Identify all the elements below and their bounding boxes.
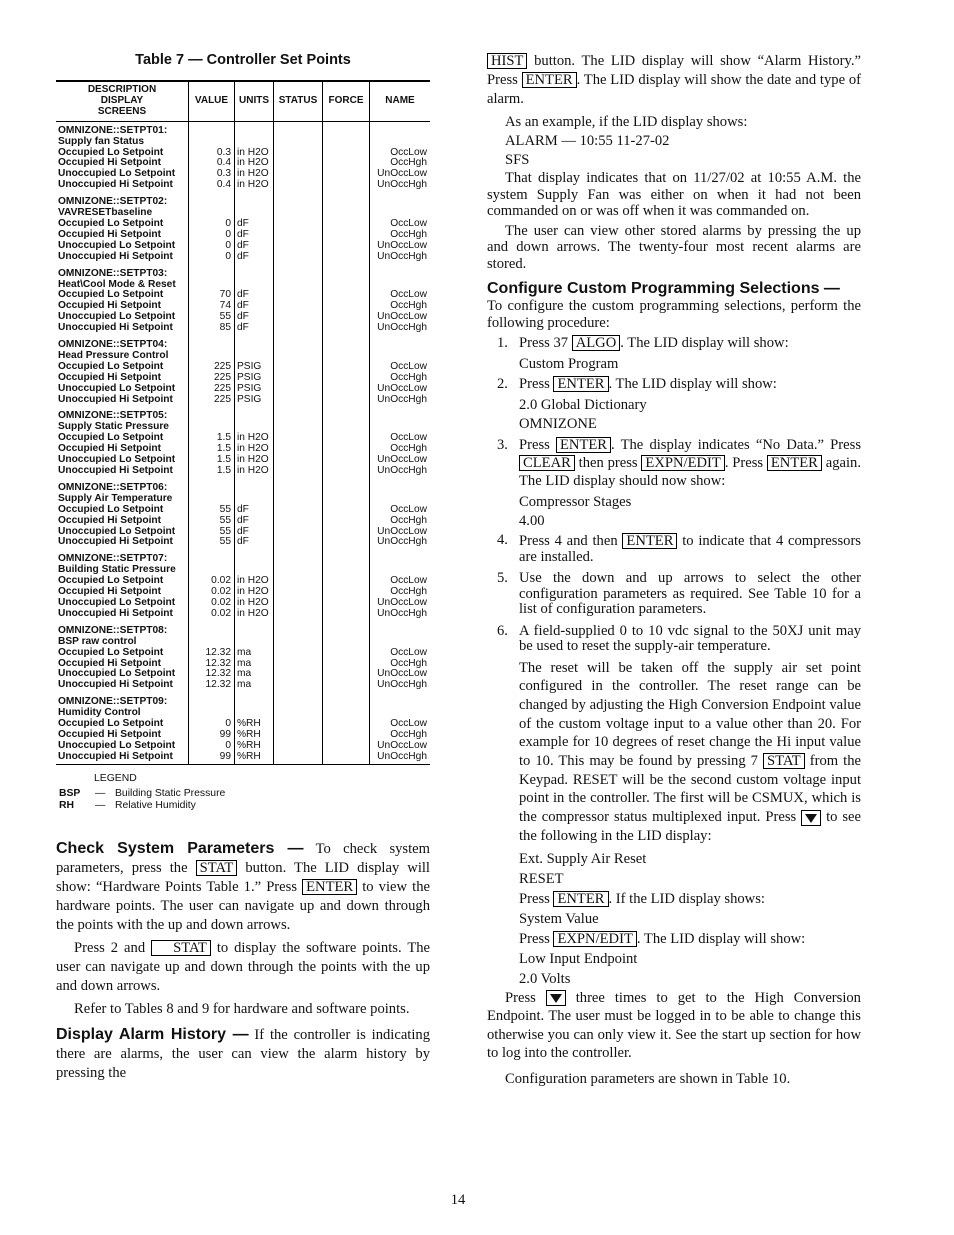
stat-key: STAT (196, 860, 238, 876)
step-2: 2. Press ENTER . The LID display will show: 2.0 Global Dictionary OMNIZONE (487, 376, 861, 434)
check-system-heading: Check System Parameters — (56, 840, 304, 858)
right-column (487, 52, 861, 1089)
enter-key: ENTER (302, 879, 357, 895)
legend-item: RH — Relative Humidity (59, 799, 196, 811)
force-cell (323, 477, 370, 548)
units-cell: in H2O in H2O in H2O in H2O (235, 405, 274, 476)
value-cell: 55 55 55 55 (189, 477, 235, 548)
final-paragraph: Configuration parameters are shown in Table 10. (505, 1070, 791, 1087)
check-system-section (56, 839, 430, 1019)
name-cell: OccLow OccHgh UnOccLow UnOccHgh (370, 691, 431, 764)
force-cell (323, 263, 370, 334)
hist-key: HIST (487, 53, 527, 69)
lid-display: 2.0 Volts (519, 970, 571, 987)
description-cell: OMNIZONE::SETPT07: Building Static Pressure Occupied Lo Setpoint Occupied Hi Setpoint Unoccupied Lo Setpoint Unoccupied Hi Setpoint (58, 553, 176, 619)
table-row (56, 620, 430, 691)
legend (56, 773, 430, 812)
description-cell: OMNIZONE::SETPT01: Supply fan Status Occupied Lo Setpoint Occupied Hi Setpoint Unoccupied Lo Setpoint Unoccupied Hi Setpoint (58, 124, 176, 191)
lid-display: Ext. Supply Air Reset (519, 850, 647, 867)
units-cell: %RH %RH %RH %RH (235, 691, 274, 764)
table-row (56, 191, 430, 262)
display-alarm-continued: HIST button. The LID display will show “Alarm History.” Press ENTER . The LID display will show the date and type of alarm. (487, 53, 861, 107)
force-cell (323, 405, 370, 476)
force-cell (323, 691, 370, 764)
enter-key: ENTER (767, 455, 822, 471)
down-arrow-key-icon (546, 990, 566, 1006)
units-cell: dF dF dF dF (235, 477, 274, 548)
press-enter-line: Press ENTER . If the LID display shows: (519, 890, 765, 907)
value-cell: 12.32 12.32 12.32 12.32 (189, 620, 235, 691)
name-cell: OccLow OccHgh UnOccLow UnOccHgh (370, 263, 431, 334)
lid-display: Compressor Stages (519, 494, 632, 510)
units-cell: in H2O in H2O in H2O in H2O (235, 121, 274, 191)
value-cell: 70 74 55 85 (189, 263, 235, 334)
lid-display: RESET (519, 870, 564, 887)
alarm-example-intro: As an example, if the LID display shows: (505, 114, 748, 130)
force-cell (323, 121, 370, 191)
name-cell: OccLow OccHgh UnOccLow UnOccHgh (370, 334, 431, 405)
step-3: 3. Press ENTER . The display indicates “No Data.” Press CLEAR then press EXPN/EDIT . Press ENTER again. The LID display should now show: Compressor Stages 4.00 (497, 437, 861, 529)
value-cell: 225 225 225 225 (189, 334, 235, 405)
header-value: VALUE (189, 81, 235, 121)
down-arrow-key-icon (801, 810, 821, 826)
display-alarm-para-1: Display Alarm History — If the controller is indicating there are alarms, the user can view the alarm history by pressing the (56, 1026, 431, 1082)
status-cell (274, 263, 323, 334)
expn-edit-key: EXPN/EDIT (641, 455, 724, 471)
description-cell: OMNIZONE::SETPT08: BSP raw control Occupied Lo Setpoint Occupied Hi Setpoint Unoccupied Lo Setpoint Unoccupied Hi Setpoint (58, 624, 176, 691)
status-cell (274, 334, 323, 405)
name-cell: OccLow OccHgh UnOccLow UnOccHgh (370, 121, 431, 191)
value-cell: 0 99 0 99 (189, 691, 235, 764)
header-units: UNITS (235, 81, 274, 121)
header-status: STATUS (274, 81, 323, 121)
status-cell (274, 548, 323, 619)
name-cell: OccLow OccHgh UnOccLow UnOccHgh (370, 548, 431, 619)
reset-explanation: The reset will be taken off the supply air set point configured in the controller. The reset range can be changed by adjusting the High Conversion Endpoint value of the custom voltage input to a value other than 20. For example for 10 degrees of reset change the Hi input value to 10. This may be found by pressing 7 STAT from the Keypad. RESET will be the second custom voltage input point in the controller. The first will be CSMUX, which is the compressor status multiplexed input. Press to see the following in the LID display: (519, 659, 861, 844)
press-expn-line: Press EXPN/EDIT . The LID display will show: (519, 930, 806, 947)
force-cell (323, 334, 370, 405)
description-cell: OMNIZONE::SETPT04: Head Pressure Control Occupied Lo Setpoint Occupied Hi Setpoint Unoccupied Lo Setpoint Unoccupied Hi Setpoint (58, 339, 176, 405)
stat-key: STAT (151, 940, 211, 956)
description-cell: OMNIZONE::SETPT05: Supply Static Pressure Occupied Lo Setpoint Occupied Hi Setpoint Unoccupied Lo Setpoint Unoccupied Hi Setpoint (58, 410, 176, 476)
after-steps-paragraph: Press three times to get to the High Conversion Endpoint. The user must be logged in to be able to change this otherwise you can only view it. See the start up section for how to log into the controller. (487, 989, 861, 1062)
enter-key: ENTER (556, 437, 611, 453)
units-cell: ma ma ma ma (235, 620, 274, 691)
name-cell: OccLow OccHgh UnOccLow UnOccHgh (370, 477, 431, 548)
setpoints-table (56, 80, 430, 765)
name-cell: OccLow OccHgh UnOccLow UnOccHgh (370, 191, 431, 262)
name-cell: OccLow OccHgh UnOccLow UnOccHgh (370, 405, 431, 476)
table-row (56, 334, 430, 405)
table-row (56, 121, 430, 191)
units-cell: PSIG PSIG PSIG PSIG (235, 334, 274, 405)
header-description: DESCRIPTION DISPLAY SCREENS (56, 81, 189, 121)
table-row (56, 691, 430, 764)
configure-steps (487, 335, 861, 989)
force-cell (323, 548, 370, 619)
alarm-explanation: That display indicates that on 11/27/02 at 10:55 A.M. the system Supply Fan was either on when it had not been commanded on or was off when it was commanded on. (487, 170, 861, 219)
status-cell (274, 620, 323, 691)
display-alarm-heading: Display Alarm History — (56, 1026, 249, 1044)
lid-display: OMNIZONE (519, 416, 597, 432)
table-title: Table 7 — Controller Set Points (135, 52, 351, 68)
step-4: 4. Press 4 and then ENTER to indicate that 4 compressors are installed. (497, 532, 861, 565)
status-cell (274, 477, 323, 548)
display-alarm-section (56, 1025, 430, 1083)
step-1: 1. Press 37 ALGO . The LID display will show: Custom Program (487, 335, 861, 374)
value-cell: 0.3 0.4 0.3 0.4 (189, 121, 235, 191)
step-5: 5. Use the down and up arrows to select the other configuration parameters as required. See Table 10 for a list of configuration parameters. (497, 570, 861, 617)
step-6: 6. A field-supplied 0 to 10 vdc signal to the 50XJ unit may be used to reset the supply-air temperature. The reset will be taken off the supply air set point configured in the controller. The reset range can be changed by adjusting the High Conversion Endpoint value of the custom voltage input to a value other than 20. For example for 10 degrees of reset change the Hi input value to 10. This may be found by pressing 7 STAT from the Keypad. RESET will be the second custom voltage input point in the controller. The first will be CSMUX, which is the compressor status multiplexed input. Press to see the following in the LID display: Ext. Supply Air Reset RESET Press ENTER . If the LID display shows: System Value Press EXPN/EDIT . The LID display will show: Low Input Endpoint 2.0 Volts (497, 622, 861, 987)
expn-edit-key: EXPN/EDIT (553, 931, 636, 947)
status-cell (274, 691, 323, 764)
stat-key: STAT (763, 753, 805, 769)
value-cell: 1.5 1.5 1.5 1.5 (189, 405, 235, 476)
description-cell: OMNIZONE::SETPT09: Humidity Control Occupied Lo Setpoint Occupied Hi Setpoint Unoccupied Lo Setpoint Unoccupied Hi Setpoint (56, 691, 189, 764)
status-cell (274, 405, 323, 476)
enter-key: ENTER (522, 72, 577, 88)
force-cell (323, 191, 370, 262)
lid-display: Custom Program (519, 356, 619, 372)
units-cell: dF dF dF dF (235, 191, 274, 262)
configure-intro: To configure the custom programming selections, perform the following procedure: (487, 298, 861, 331)
left-column (56, 52, 430, 1083)
alarm-example-line-1: ALARM — 10:55 11-27-02 (505, 133, 670, 149)
lid-display: 2.0 Global Dictionary (519, 397, 647, 413)
value-cell: 0.02 0.02 0.02 0.02 (189, 548, 235, 619)
name-cell: OccLow OccHgh UnOccLow UnOccHgh (370, 620, 431, 691)
enter-key: ENTER (553, 376, 608, 392)
status-cell (274, 191, 323, 262)
configure-heading: Configure Custom Programming Selections — (487, 280, 840, 297)
table-row (56, 263, 430, 334)
enter-key: ENTER (553, 891, 608, 907)
lid-display: 4.00 (519, 513, 545, 529)
legend-item: BSP — Building Static Pressure (59, 788, 226, 800)
lid-display: Low Input Endpoint (519, 950, 638, 967)
alarm-example-line-2: SFS (505, 152, 530, 168)
algo-key: ALGO (572, 335, 621, 351)
force-cell (323, 620, 370, 691)
header-name: NAME (370, 81, 431, 121)
units-cell: dF dF dF dF (235, 263, 274, 334)
check-system-para-3: Refer to Tables 8 and 9 for hardware and software points. (74, 1001, 410, 1018)
alarm-navigation: The user can view other stored alarms by pressing the up and down arrows. The twenty-four most recent alarms are stored. (487, 222, 861, 272)
check-system-para-2: Press 2 and STAT to display the software points. The user can navigate up and down through the points with the up and down arrows. (56, 940, 431, 995)
clear-key: CLEAR (519, 455, 575, 471)
status-cell (274, 121, 323, 191)
page-number: 14 (450, 1192, 466, 1208)
table-row (56, 548, 430, 619)
enter-key: ENTER (622, 533, 677, 549)
table-row (56, 405, 430, 476)
header-force: FORCE (323, 81, 370, 121)
description-cell: OMNIZONE::SETPT06: Supply Air Temperature Occupied Lo Setpoint Occupied Hi Setpoint Unoccupied Lo Setpoint Unoccupied Hi Setpoint (58, 481, 176, 548)
value-cell: 0 0 0 0 (189, 191, 235, 262)
setpoints-table-body (56, 121, 430, 764)
table-row (56, 477, 430, 548)
legend-title: LEGEND (94, 772, 137, 784)
description-cell: OMNIZONE::SETPT02: VAVRESETbaseline Occupied Lo Setpoint Occupied Hi Setpoint Unoccupied Lo Setpoint Unoccupied Hi Setpoint (58, 196, 176, 262)
check-system-para-1: Check System Parameters — To check system parameters, press the STAT button. The LID display will show: “Hardware Points Table 1.” Press ENTER to view the hardware points. The user can navigate up and down through the points with the up and down arrows. (56, 840, 430, 934)
description-cell: OMNIZONE::SETPT03: Heat\Cool Mode & Reset Occupied Lo Setpoint Occupied Hi Setpoint Unoccupied Lo Setpoint Unoccupied Hi Setpoint (58, 267, 176, 334)
units-cell: in H2O in H2O in H2O in H2O (235, 548, 274, 619)
lid-display: System Value (519, 910, 599, 927)
